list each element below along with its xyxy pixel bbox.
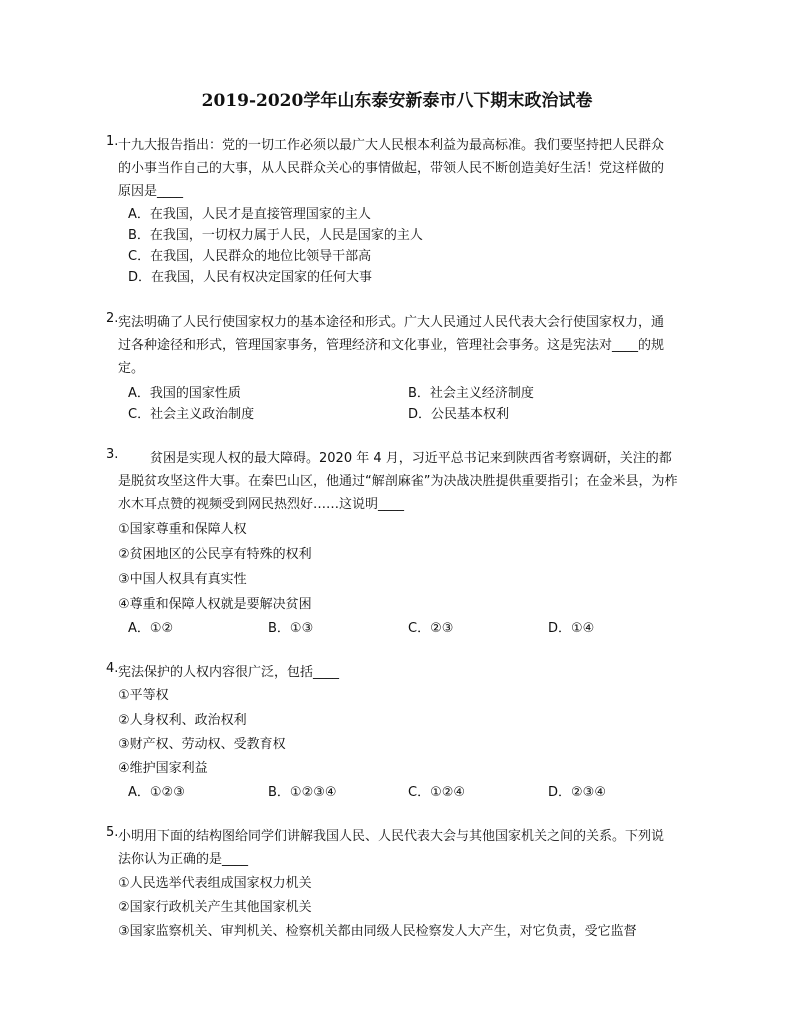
question-text-line: 贫困是实现人权的最大障碍。2020 年 4 月，习近平总书记来到陕西省考察调研，关注的都	[150, 451, 672, 466]
option-c[interactable]: C．①②④	[408, 785, 466, 800]
statement-3: ③国家监察机关、审判机关、检察机关都由同级人民检察发人大产生，对它负责，受它监督	[118, 924, 637, 939]
question-text-line: 小明用下面的结构图给同学们讲解我国人民、人民代表大会与其他国家机关之间的关系。下列说	[118, 829, 665, 844]
statement-1: ①人民选举代表组成国家权力机关	[118, 876, 312, 891]
question-number: 1.	[106, 134, 119, 149]
question-text-line: 过各种途径和形式，管理国家事务，管理经济和文化事业，管理社会事务。这是宪法对____的规	[118, 338, 665, 353]
statement-3: ③财产权、劳动权、受教育权	[118, 737, 286, 752]
question-text-line: 宪法明确了人民行使国家权力的基本途径和形式。广大人民通过人民代表大会行使国家权力，通	[118, 315, 665, 330]
option-d[interactable]: D．公民基本权利	[408, 407, 510, 422]
statement-1: ①平等权	[118, 688, 169, 703]
question-number: 3.	[106, 447, 119, 462]
option-c[interactable]: C．在我国，人民群众的地位比领导干部高	[128, 249, 372, 264]
statement-2: ②国家行政机关产生其他国家机关	[118, 900, 312, 915]
option-b[interactable]: B．①②③④	[268, 785, 337, 800]
option-b[interactable]: B．社会主义经济制度	[408, 386, 534, 401]
option-a[interactable]: A．①②	[128, 621, 174, 636]
statement-3: ③中国人权具有真实性	[118, 572, 247, 587]
statement-1: ①国家尊重和保障人权	[118, 522, 247, 537]
option-c[interactable]: C．②③	[408, 621, 454, 636]
question-text-line: 法你认为正确的是____	[118, 852, 249, 867]
statement-2: ②贫困地区的公民享有特殊的权利	[118, 547, 312, 562]
option-d[interactable]: D．①④	[548, 621, 595, 636]
statement-2: ②人身权利、政治权利	[118, 713, 247, 728]
question-text-line: 的小事当作自己的大事，从人民群众关心的事情做起，带领人民不断创造美好生活！党这样做的	[118, 161, 665, 176]
question-number: 5.	[106, 825, 119, 840]
statement-4: ④尊重和保障人权就是要解决贫困	[118, 597, 312, 612]
exam-title: 2019-2020学年山东泰安新泰市八下期末政治试卷	[201, 91, 593, 111]
option-d[interactable]: D．在我国，人民有权决定国家的任何大事	[128, 270, 373, 285]
option-a[interactable]: A．我国的国家性质	[128, 386, 241, 401]
question-text-line: 是脱贫攻坚这件大事。在秦巴山区，他通过“解剖麻雀”为决战决胜提供重要指引；在金米县，为柞	[118, 474, 678, 489]
option-c[interactable]: C．社会主义政治制度	[128, 407, 255, 422]
question-text-line: 十九大报告指出：党的一切工作必须以最广大人民根本利益为最高标准。我们要坚持把人民群众	[118, 138, 665, 153]
question-text-line: 水木耳点赞的视频受到网民热烈好……这说明____	[118, 497, 405, 512]
option-a[interactable]: A．在我国，人民才是直接管理国家的主人	[128, 207, 371, 222]
question-text-line: 原因是____	[118, 184, 184, 199]
option-b[interactable]: B．①③	[268, 621, 314, 636]
question-text-line: 宪法保护的人权内容很广泛，包括____	[118, 665, 340, 680]
question-text-line: 定。	[118, 361, 145, 376]
statement-4: ④维护国家利益	[118, 761, 208, 776]
question-number: 4.	[106, 661, 119, 676]
question-number: 2.	[106, 311, 119, 326]
option-b[interactable]: B．在我国，一切权力属于人民，人民是国家的主人	[128, 228, 423, 243]
option-d[interactable]: D．②③④	[548, 785, 606, 800]
option-a[interactable]: A．①②③	[128, 785, 185, 800]
